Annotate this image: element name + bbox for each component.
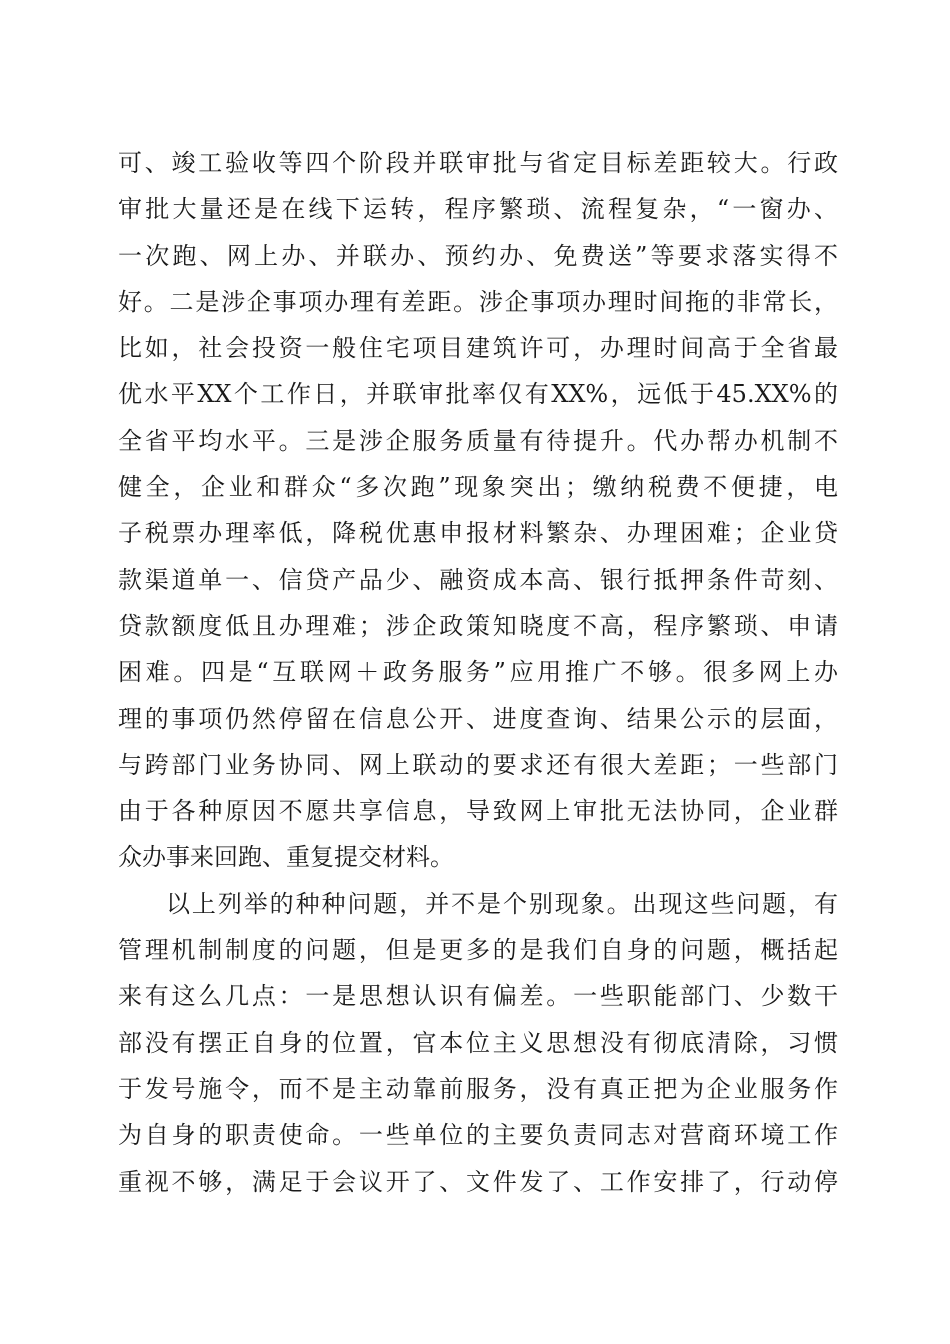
text-line: 来有这么几点：一是思想认识有偏差。一些职能部门、少数干	[118, 982, 838, 1011]
text-line: 全省平均水平。三是涉企服务质量有待提升。代办帮办机制不	[118, 426, 838, 455]
text-line: 审批大量还是在线下运转，程序繁琐、流程复杂，“一窗办、	[118, 195, 838, 224]
text-line: 理的事项仍然停留在信息公开、进度查询、结果公示的层面，	[118, 704, 838, 733]
text-line: 款渠道单一、信贷产品少、融资成本高、银行抵押条件苛刻、	[118, 565, 838, 594]
text-line: 优水平XX个工作日，并联审批率仅有XX%，远低于45.XX%的	[118, 380, 838, 409]
text-line: 部没有摆正自身的位置，官本位主义思想没有彻底清除，习惯	[118, 1028, 838, 1057]
paragraph-2	[118, 881, 838, 1205]
paragraph-1	[118, 140, 838, 881]
text-line: 重视不够，满足于会议开了、文件发了、工作安排了，行动停	[118, 1167, 838, 1196]
text-line: 众办事来回跑、重复提交材料。	[118, 843, 454, 872]
text-line: 一次跑、网上办、并联办、预约办、免费送”等要求落实得不	[118, 241, 838, 270]
text-line: 好。二是涉企事项办理有差距。涉企事项办理时间拖的非常长，	[118, 287, 838, 316]
text-line: 子税票办理率低，降税优惠申报材料繁杂、办理困难；企业贷	[118, 519, 838, 548]
text-line: 管理机制制度的问题，但是更多的是我们自身的问题，概括起	[118, 936, 838, 965]
text-line: 以上列举的种种问题，并不是个别现象。出现这些问题，有	[166, 889, 838, 918]
text-line: 为自身的职责使命。一些单位的主要负责同志对营商环境工作	[118, 1121, 838, 1150]
text-line: 比如，社会投资一般住宅项目建筑许可，办理时间高于全省最	[118, 334, 838, 363]
text-line: 困难。四是“互联网＋政务服务”应用推广不够。很多网上办	[118, 658, 838, 687]
text-line: 与跨部门业务协同、网上联动的要求还有很大差距；一些部门	[118, 750, 838, 779]
text-line: 健全，企业和群众“多次跑”现象突出；缴纳税费不便捷，电	[118, 473, 838, 502]
text-line: 可、竣工验收等四个阶段并联审批与省定目标差距较大。行政	[118, 149, 838, 177]
text-line: 由于各种原因不愿共享信息，导致网上审批无法协同，企业群	[118, 797, 838, 826]
text-line: 于发号施令，而不是主动靠前服务，没有真正把为企业服务作	[118, 1074, 838, 1103]
text-line: 贷款额度低且办理难；涉企政策知晓度不高，程序繁琐、申请	[118, 611, 838, 640]
body-text	[118, 140, 838, 1205]
